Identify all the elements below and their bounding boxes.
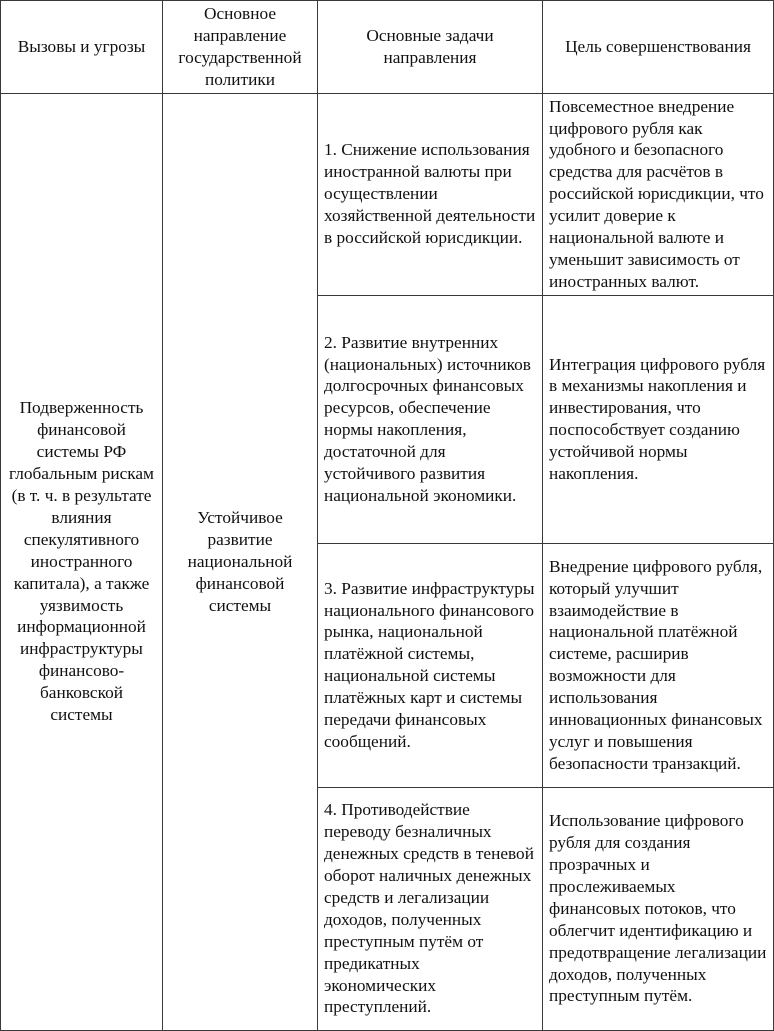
table-row — [1, 93, 774, 295]
header-tasks: Основные задачи направления — [318, 1, 543, 94]
header-threats: Вызовы и угрозы — [1, 1, 163, 94]
direction-cell: Устойчивое развитие национальной финансовой системы — [163, 93, 318, 1030]
goal-cell: Внедрение цифрового рубля, который улучшит взаимодействие в национальной платёжной системе, расширив возможности для использования инновационных финансовых услуг и повышения безопасности транзакций. — [543, 543, 774, 787]
task-cell: 1. Снижение использования иностранной валюты при осуществлении хозяйственной деятельности в российской юрисдикции. — [318, 93, 543, 295]
task-cell: 4. Противодействие переводу безналичных денежных средств в теневой оборот наличных денежных средств и легализации доходов, полученных преступным путём от предикатных экономических преступлений. — [318, 787, 543, 1030]
header-goal: Цель совершенствования — [543, 1, 774, 94]
header-row — [1, 1, 774, 94]
task-cell: 2. Развитие внутренних (национальных) источников долгосрочных финансовых ресурсов, обеспечение нормы накопления, достаточной для устойчивого развития национальной экономики. — [318, 295, 543, 543]
task-cell: 3. Развитие инфраструктуры национального финансового рынка, национальной платёжной системы, национальной системы платёжных карт и системы передачи финансовых сообщений. — [318, 543, 543, 787]
goal-cell: Повсеместное внедрение цифрового рубля как удобного и безопасного средства для расчётов в российской юрисдикции, что усилит доверие к национальной валюте и уменьшит зависимость от иностранных валют. — [543, 93, 774, 295]
goal-cell: Использование цифрового рубля для создания прозрачных и прослеживаемых финансовых потоков, что облегчит идентификацию и предотвращение легализации доходов, полученных преступным путём. — [543, 787, 774, 1030]
goal-cell: Интеграция цифрового рубля в механизмы накопления и инвестирования, что поспособствует созданию устойчивой нормы накопления. — [543, 295, 774, 543]
threat-cell: Подверженность финансовой системы РФ глобальным рискам (в т. ч. в результате влияния спекулятивного иностранного капитала), а также уязвимость информационной инфраструктуры финансово-банковской системы — [1, 93, 163, 1030]
header-policy-direction: Основное направление государственной политики — [163, 1, 318, 94]
